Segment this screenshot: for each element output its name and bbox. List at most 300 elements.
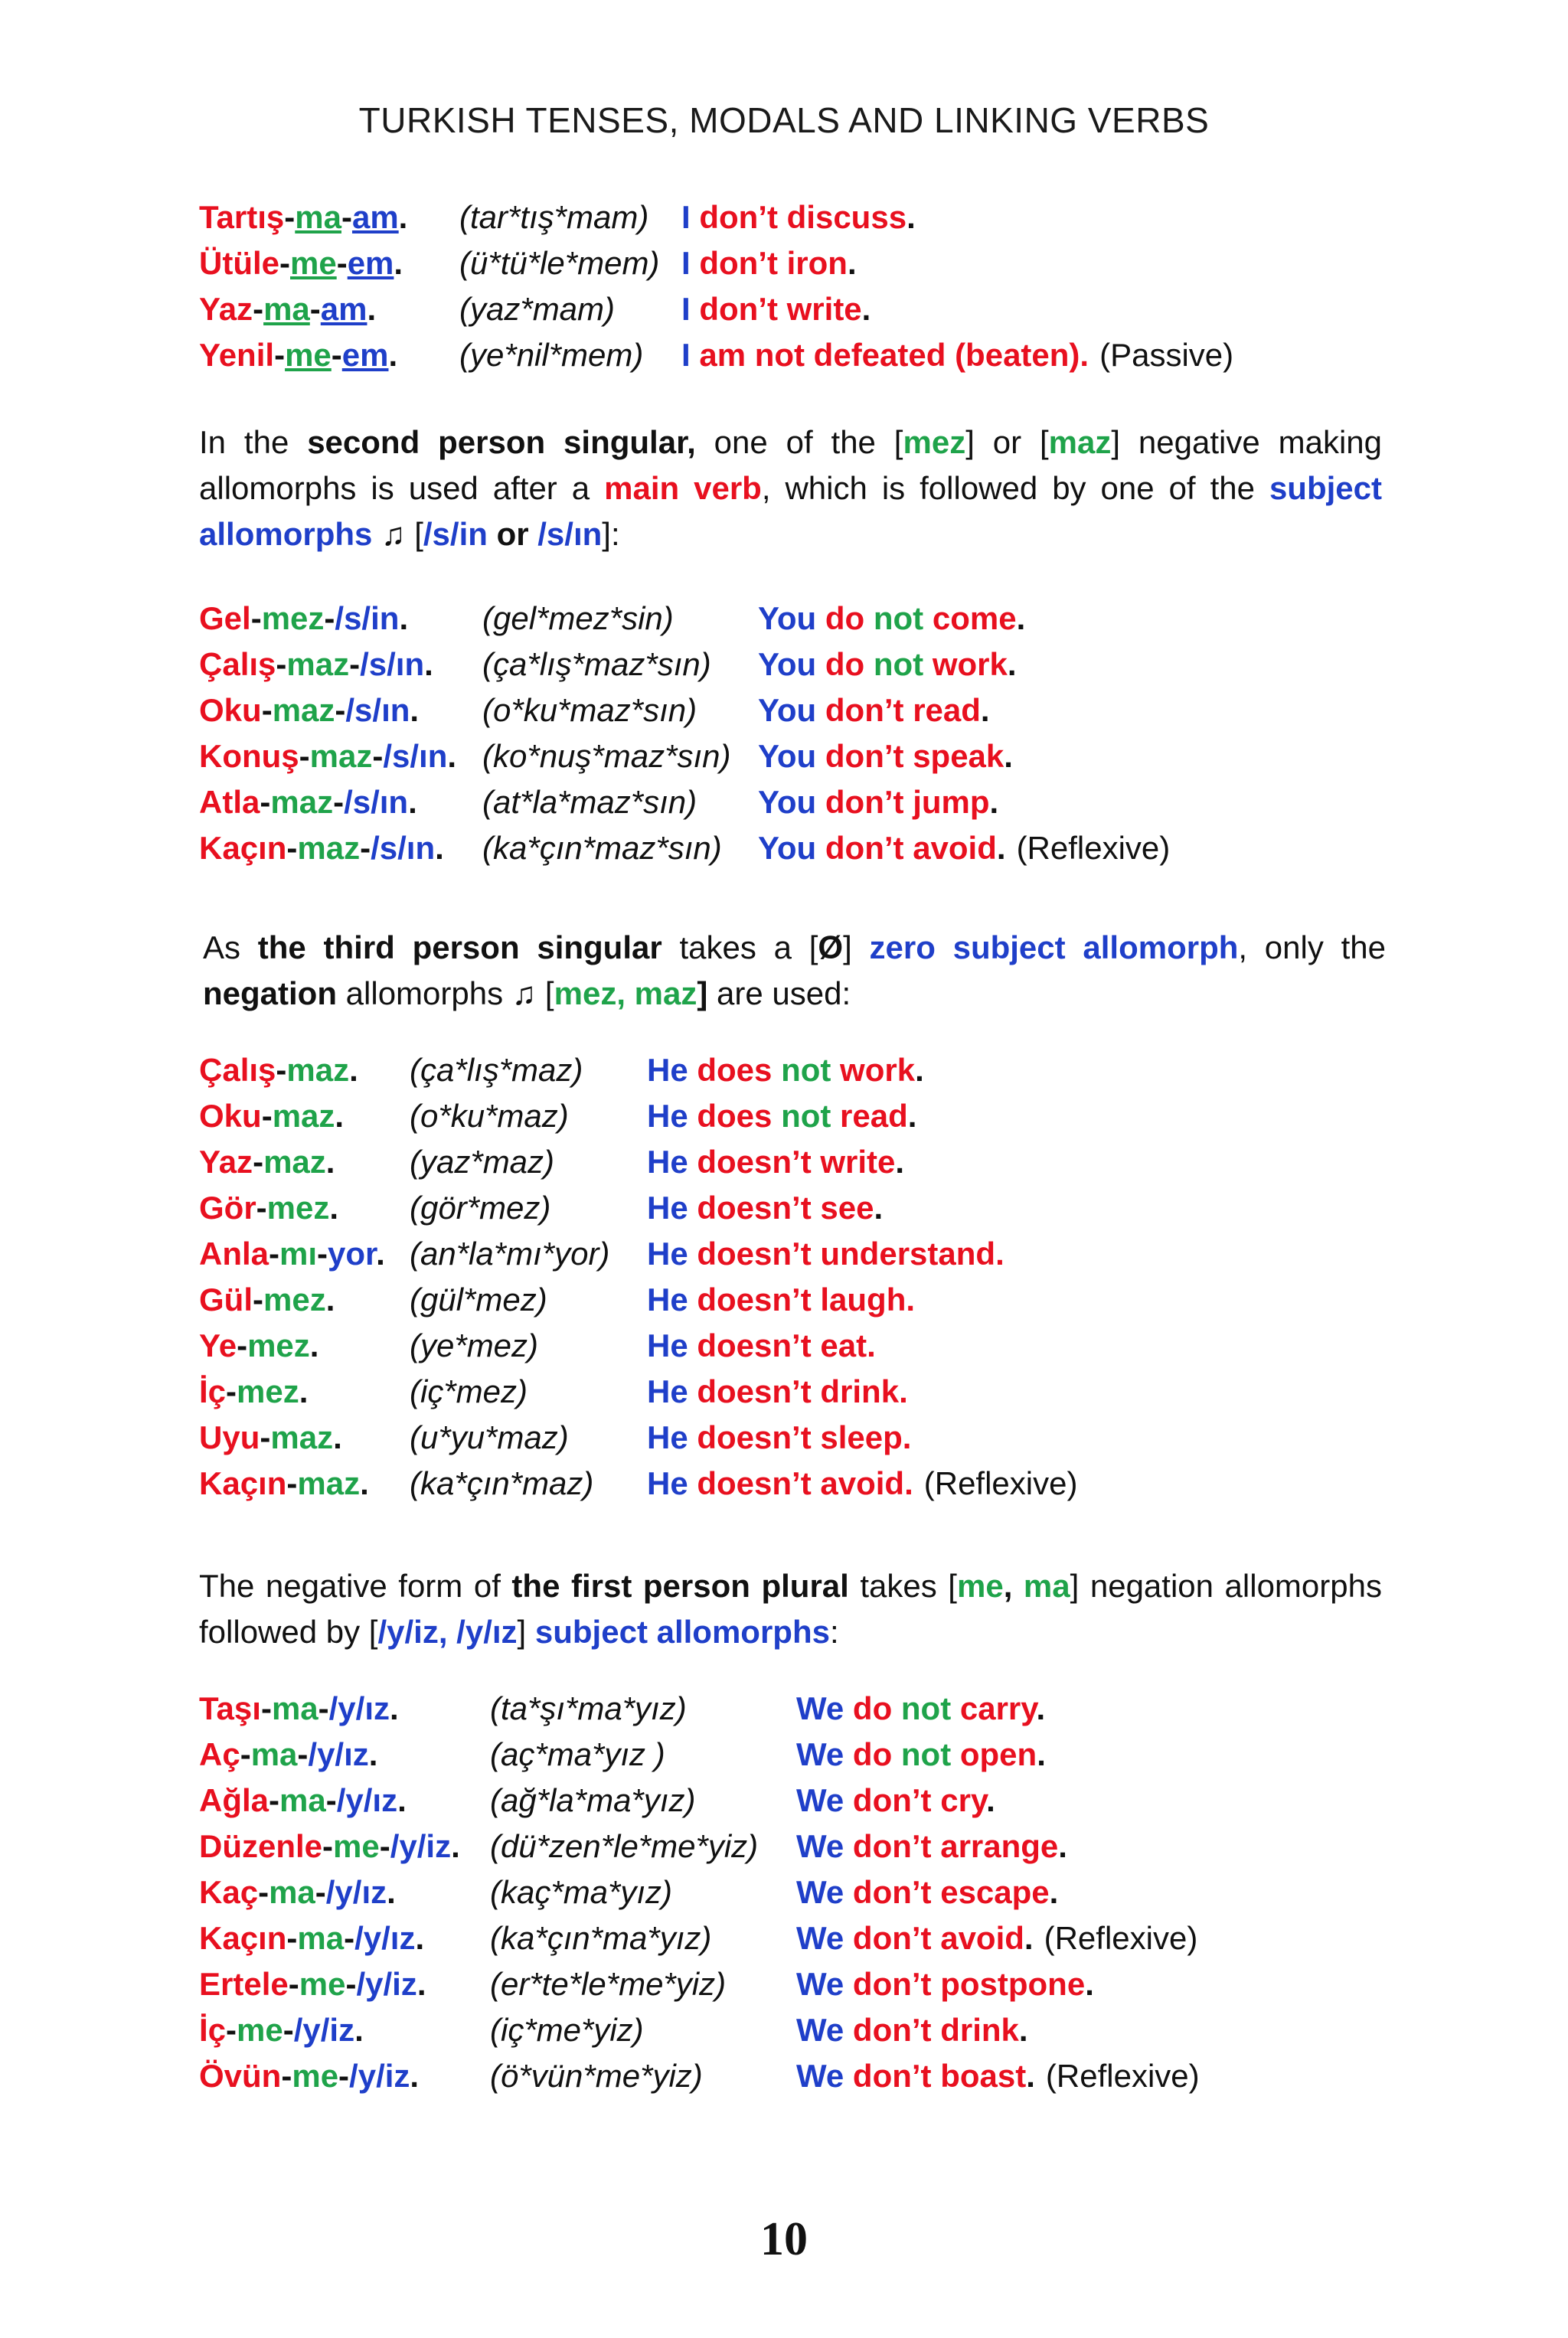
page-number: 10 [760, 2213, 808, 2265]
text-segment: Çalış [199, 646, 276, 682]
text-segment: am [351, 199, 399, 235]
text-segment: the first person plural [511, 1568, 849, 1604]
text-segment: don’t [852, 1782, 941, 1818]
pronunciation: (gel*mez*sin) [482, 600, 674, 636]
text-segment: . [416, 1966, 426, 2002]
text-segment: Ye [199, 1327, 237, 1363]
text-segment: /y/ız [325, 1874, 387, 1910]
first-person-plural-examples [199, 1686, 1382, 2099]
turkish-form [199, 779, 482, 825]
grammar-note: (Reflexive) [923, 1465, 1078, 1501]
turkish-form [199, 286, 459, 332]
text-segment: . [376, 1236, 385, 1272]
text-segment: maz [297, 1465, 361, 1501]
text-segment: me [299, 1966, 346, 2002]
text-segment: discuss [786, 199, 907, 235]
text-segment: subject allomorphs [199, 470, 1382, 552]
text-segment: doesn’t [697, 1327, 821, 1363]
turkish-form [199, 2007, 490, 2053]
pronunciation: (o*ku*maz*sın) [482, 692, 697, 728]
text-segment: cry [940, 1782, 987, 1818]
text-segment: . [354, 2012, 364, 2048]
english-translation [758, 825, 1006, 871]
text-segment: don’t [699, 245, 787, 281]
first-person-singular-examples [199, 194, 1382, 378]
example-row [199, 1323, 1382, 1369]
text-segment: We [796, 1828, 853, 1864]
text-segment: Ø [818, 929, 844, 965]
text-segment: İç [199, 2012, 227, 2048]
pronunciation: (ko*nuş*maz*sın) [482, 738, 731, 774]
text-segment: - [344, 1920, 355, 1956]
pronunciation: (ça*lış*maz) [410, 1052, 583, 1088]
text-segment: . [333, 1419, 342, 1455]
english-translation [796, 1869, 1058, 1915]
english-translation [796, 1778, 995, 1824]
text-segment: - [286, 830, 298, 866]
english-translation [796, 1915, 1034, 1961]
pronunciation: (gül*mez) [410, 1282, 547, 1318]
text-segment: Ertele [199, 1966, 289, 2002]
text-segment: maz [272, 692, 335, 728]
text-segment: . [867, 1327, 876, 1363]
text-segment: We [796, 1690, 853, 1726]
text-segment: You [758, 830, 825, 866]
text-segment: . [388, 337, 398, 373]
text-segment: - [260, 784, 271, 820]
english-translation [681, 194, 916, 240]
text-segment: You [758, 738, 825, 774]
text-segment: - [349, 646, 361, 682]
text-segment: - [281, 2058, 292, 2094]
turkish-form [199, 1093, 410, 1139]
pronunciation: (aç*ma*yız ) [490, 1736, 665, 1772]
pronunciation: (yaz*mam) [459, 291, 616, 327]
text-segment: . [1004, 738, 1013, 774]
text-segment: We [796, 1782, 853, 1818]
pronunciation: (an*la*mı*yor) [410, 1236, 610, 1272]
text-segment: /s/in [423, 516, 488, 552]
paragraph-third-person-singular [203, 925, 1386, 1017]
text-segment: , [1003, 1568, 1024, 1604]
text-segment: not [781, 1052, 841, 1088]
text-segment: . [435, 830, 444, 866]
text-segment: does [697, 1098, 782, 1134]
text-segment: Gel [199, 600, 251, 636]
text-segment: - [260, 1419, 271, 1455]
text-segment: We [796, 1920, 853, 1956]
text-segment: : [829, 1614, 839, 1650]
text-segment: Oku [199, 692, 262, 728]
text-segment: He [647, 1144, 697, 1180]
text-segment: Kaçın [199, 1920, 287, 1956]
text-segment: ma [295, 199, 341, 235]
text-segment: allomorphs ♫ [ [337, 975, 554, 1011]
text-segment: - [333, 784, 345, 820]
text-segment: . [989, 784, 999, 820]
text-segment: . [408, 784, 417, 820]
text-segment: see [820, 1190, 874, 1226]
text-segment: He [647, 1282, 697, 1318]
grammar-note: (Reflexive) [1045, 2058, 1200, 2094]
text-segment: /y/ız [354, 1920, 416, 1956]
second-person-singular-examples [199, 596, 1382, 871]
text-segment: does [697, 1052, 782, 1088]
text-segment: - [274, 337, 286, 373]
text-segment: . [397, 1782, 407, 1818]
text-segment: mez [903, 424, 966, 460]
example-row [199, 779, 1382, 825]
text-segment: . [995, 1236, 1004, 1272]
text-segment: . [394, 245, 403, 281]
text-segment: - [297, 1736, 309, 1772]
example-row [199, 240, 1382, 286]
text-segment: Anla [199, 1236, 270, 1272]
pronunciation: (ö*vün*me*yiz) [490, 2058, 703, 2094]
text-segment: . [1049, 1874, 1059, 1910]
text-segment: /s/ın [345, 692, 410, 728]
text-segment: - [288, 1966, 299, 2002]
text-segment: - [360, 830, 371, 866]
text-segment: read [913, 692, 981, 728]
text-segment: - [261, 1098, 273, 1134]
text-segment: - [372, 738, 384, 774]
text-segment: not [781, 1098, 841, 1134]
turkish-form [199, 1047, 410, 1093]
text-segment: . [390, 1690, 399, 1726]
text-segment: - [286, 1465, 298, 1501]
example-row [199, 1732, 1382, 1778]
pronunciation: (tar*tış*mam) [459, 199, 649, 235]
text-segment: You [758, 600, 825, 636]
text-segment: - [240, 1736, 251, 1772]
text-segment: . [325, 1282, 335, 1318]
text-segment: jump [913, 784, 990, 820]
pronunciation: (ye*nil*mem) [459, 337, 644, 373]
paragraph-first-person-plural [199, 1563, 1382, 1655]
text-segment: - [226, 2012, 237, 2048]
text-segment: - [318, 1690, 329, 1726]
example-row [199, 1093, 1382, 1139]
text-segment: Yaz [199, 291, 253, 327]
text-segment: don’t [825, 692, 913, 728]
text-segment: laugh [820, 1282, 906, 1318]
text-segment: Uyu [199, 1419, 260, 1455]
text-segment: come [932, 600, 1017, 636]
text-segment: I [681, 337, 700, 373]
text-segment: escape [940, 1874, 1050, 1910]
text-segment: em [341, 337, 389, 373]
english-translation [681, 240, 857, 286]
text-segment: postpone [940, 1966, 1086, 2002]
text-segment: not [873, 600, 933, 636]
text-segment: mı [279, 1236, 318, 1272]
text-segment: . [1085, 1966, 1094, 2002]
text-segment: /y/ız [336, 1782, 398, 1818]
text-segment: . [410, 692, 420, 728]
pronunciation: (kaç*ma*yız) [490, 1874, 673, 1910]
text-segment: maz [297, 830, 361, 866]
text-segment: /y/ız [308, 1736, 369, 1772]
text-segment: - [345, 1966, 357, 2002]
text-segment: We [796, 2012, 853, 2048]
text-segment: yor [328, 1236, 377, 1272]
text-segment: In the [199, 424, 308, 460]
text-segment: /s/ın [344, 784, 409, 820]
example-row [199, 642, 1382, 687]
text-segment: - [276, 646, 287, 682]
text-segment: Gör [199, 1190, 256, 1226]
text-segment: don’t [852, 2058, 941, 2094]
text-segment: open [959, 1736, 1037, 1772]
text-segment: . [904, 1465, 913, 1501]
example-row [199, 286, 1382, 332]
text-segment: boast [940, 2058, 1027, 2094]
text-segment: - [237, 1327, 248, 1363]
text-segment: not [900, 1736, 960, 1772]
text-segment: mez [247, 1327, 310, 1363]
text-segment: . [398, 199, 408, 235]
text-segment: - [284, 199, 296, 235]
text-segment: ma [263, 291, 310, 327]
text-segment: . [325, 1144, 335, 1180]
text-segment: don’t [699, 291, 787, 327]
text-segment: Kaçın [199, 830, 287, 866]
text-segment: maz [270, 784, 334, 820]
example-row [199, 825, 1382, 871]
example-row [199, 1415, 1382, 1461]
english-translation [758, 779, 998, 825]
turkish-form [199, 1461, 410, 1507]
text-segment: İç [199, 1373, 227, 1409]
example-row [199, 1961, 1382, 2007]
text-segment: He [647, 1419, 697, 1455]
text-segment: /s/ın [360, 646, 425, 682]
text-segment: ma [269, 1874, 315, 1910]
text-segment: - [258, 1874, 270, 1910]
example-row [199, 2007, 1382, 2053]
pronunciation: (ü*tü*le*mem) [459, 245, 660, 281]
turkish-form [199, 1778, 490, 1824]
english-translation [681, 332, 1089, 378]
example-row [199, 1824, 1382, 1869]
text-segment: eat [820, 1327, 867, 1363]
text-segment: ] negation allomorphs followed by [ [199, 1568, 1382, 1650]
example-row [199, 733, 1382, 779]
english-translation [647, 1277, 915, 1323]
pronunciation: (ka*çın*ma*yız) [490, 1920, 712, 1956]
english-translation [647, 1461, 913, 1507]
turkish-form [199, 1231, 410, 1277]
text-segment: . [360, 1465, 369, 1501]
text-segment: me [333, 1828, 380, 1864]
turkish-form [199, 1686, 490, 1732]
text-segment: . [1016, 600, 1026, 636]
example-row [199, 1461, 1382, 1507]
grammar-note: (Passive) [1099, 337, 1234, 373]
text-segment: sleep [820, 1419, 903, 1455]
text-segment: - [283, 2012, 294, 2048]
text-segment: mez [263, 1282, 326, 1318]
turkish-form [199, 1139, 410, 1185]
pronunciation: (dü*zen*le*me*yiz) [490, 1828, 759, 1864]
turkish-form [199, 1185, 410, 1231]
turkish-form [199, 2053, 490, 2099]
text-segment: don’t [852, 1966, 941, 2002]
text-segment: mez [237, 1373, 299, 1409]
text-segment: takes [ [848, 1568, 957, 1604]
text-segment: . [902, 1419, 912, 1455]
turkish-form [199, 687, 482, 733]
text-segment: - [269, 1782, 280, 1818]
example-row [199, 1139, 1382, 1185]
text-segment: not [873, 646, 933, 682]
text-segment: - [260, 1690, 272, 1726]
text-segment: . [387, 1874, 396, 1910]
text-segment: me [285, 337, 332, 373]
text-segment: - [325, 1782, 337, 1818]
text-segment: - [379, 1828, 390, 1864]
text-segment: maz [272, 1098, 335, 1134]
text-segment: understand [820, 1236, 996, 1272]
example-row [199, 1686, 1382, 1732]
text-segment: - [315, 1874, 326, 1910]
text-segment: maz [1048, 424, 1112, 460]
example-row [199, 1185, 1382, 1231]
text-segment: work [840, 1052, 916, 1088]
turkish-form [199, 1869, 490, 1915]
text-segment: Oku [199, 1098, 262, 1134]
english-translation [758, 687, 990, 733]
pronunciation: (ye*mez) [410, 1327, 539, 1363]
text-segment: /y/iz [349, 2058, 410, 2094]
text-segment: doesn’t [697, 1282, 821, 1318]
text-segment: speak [913, 738, 1004, 774]
text-segment: ma [250, 1736, 298, 1772]
text-segment: . [1007, 646, 1017, 682]
text-segment: mez [266, 1190, 330, 1226]
text-segment: ♫ [ [372, 516, 423, 552]
text-segment: . [1058, 1828, 1067, 1864]
text-segment: Konuş [199, 738, 299, 774]
pronunciation: (at*la*maz*sın) [482, 784, 697, 820]
text-segment: or [487, 516, 538, 552]
text-segment: - [322, 1828, 334, 1864]
text-segment: Kaçın [199, 1465, 287, 1501]
text-segment: . [447, 738, 457, 774]
page-header: TURKISH TENSES, MODALS AND LINKING VERBS [358, 100, 1210, 140]
pronunciation: (ka*çın*maz) [410, 1465, 594, 1501]
text-segment: em [347, 245, 394, 281]
text-segment: . [309, 1327, 319, 1363]
text-segment: Yaz [199, 1144, 253, 1180]
example-row [199, 2053, 1382, 2099]
english-translation [758, 733, 1013, 779]
text-segment: me [956, 1568, 1004, 1604]
english-translation [796, 1824, 1067, 1869]
text-segment: He [647, 1052, 697, 1088]
text-segment: negation [203, 975, 337, 1011]
english-translation [681, 286, 871, 332]
text-segment: don’t [852, 1920, 941, 1956]
text-segment: - [336, 245, 348, 281]
text-segment: - [335, 692, 346, 728]
text-segment: /s/ın [383, 738, 448, 774]
text-segment: /s/ın [371, 830, 436, 866]
text-segment: avoid [913, 830, 997, 866]
text-segment: am not defeated (beaten). [699, 337, 1089, 373]
text-segment: /s/in [335, 600, 400, 636]
english-translation [796, 1732, 1046, 1778]
text-segment: do [825, 600, 874, 636]
english-translation [647, 1185, 883, 1231]
text-segment: - [286, 1920, 298, 1956]
text-segment: maz [263, 1144, 326, 1180]
text-segment: , only the [1238, 929, 1386, 965]
text-segment: - [250, 600, 262, 636]
turkish-form [199, 1824, 490, 1869]
text-segment: Övün [199, 2058, 282, 2094]
english-translation [647, 1369, 908, 1415]
grammar-note: (Reflexive) [1016, 830, 1171, 866]
text-segment: . [451, 1828, 460, 1864]
turkish-form [199, 733, 482, 779]
text-segment: me [237, 2012, 283, 2048]
turkish-form [199, 194, 459, 240]
text-segment: . [899, 1373, 908, 1409]
text-segment: . [915, 1052, 924, 1088]
text-segment: not [900, 1690, 960, 1726]
text-segment: takes a [ [662, 929, 818, 965]
example-row [199, 1231, 1382, 1277]
text-segment: work [932, 646, 1008, 682]
text-segment: I [681, 291, 700, 327]
text-segment: . [874, 1190, 884, 1226]
turkish-form [199, 332, 459, 378]
example-row [199, 687, 1382, 733]
paragraph-second-person-singular [199, 420, 1382, 557]
text-segment: - [256, 1190, 267, 1226]
text-segment: one of the [ [695, 424, 903, 460]
turkish-form [199, 596, 482, 642]
text-segment: Gül [199, 1282, 253, 1318]
text-segment: - [269, 1236, 280, 1272]
text-segment: doesn’t [697, 1236, 821, 1272]
text-segment: He [647, 1098, 697, 1134]
english-translation [758, 642, 1017, 687]
turkish-form [199, 1961, 490, 2007]
text-segment: . [1026, 2058, 1035, 2094]
text-segment: . [368, 1736, 378, 1772]
text-segment: am [320, 291, 368, 327]
text-segment: . [861, 291, 871, 327]
text-segment: . [367, 291, 377, 327]
text-segment: don’t [699, 199, 787, 235]
english-translation [647, 1323, 876, 1369]
text-segment: don’t [825, 738, 913, 774]
pronunciation: (ka*çın*maz*sın) [482, 830, 722, 866]
text-segment: main verb [604, 470, 762, 506]
text-segment: me [290, 245, 337, 281]
turkish-form [199, 825, 482, 871]
pronunciation: (iç*me*yiz) [490, 2012, 644, 2048]
text-segment: He [647, 1373, 697, 1409]
turkish-form [199, 1915, 490, 1961]
turkish-form [199, 1732, 490, 1778]
text-segment: We [796, 1874, 853, 1910]
example-row [199, 596, 1382, 642]
text-segment: Ağla [199, 1782, 270, 1818]
